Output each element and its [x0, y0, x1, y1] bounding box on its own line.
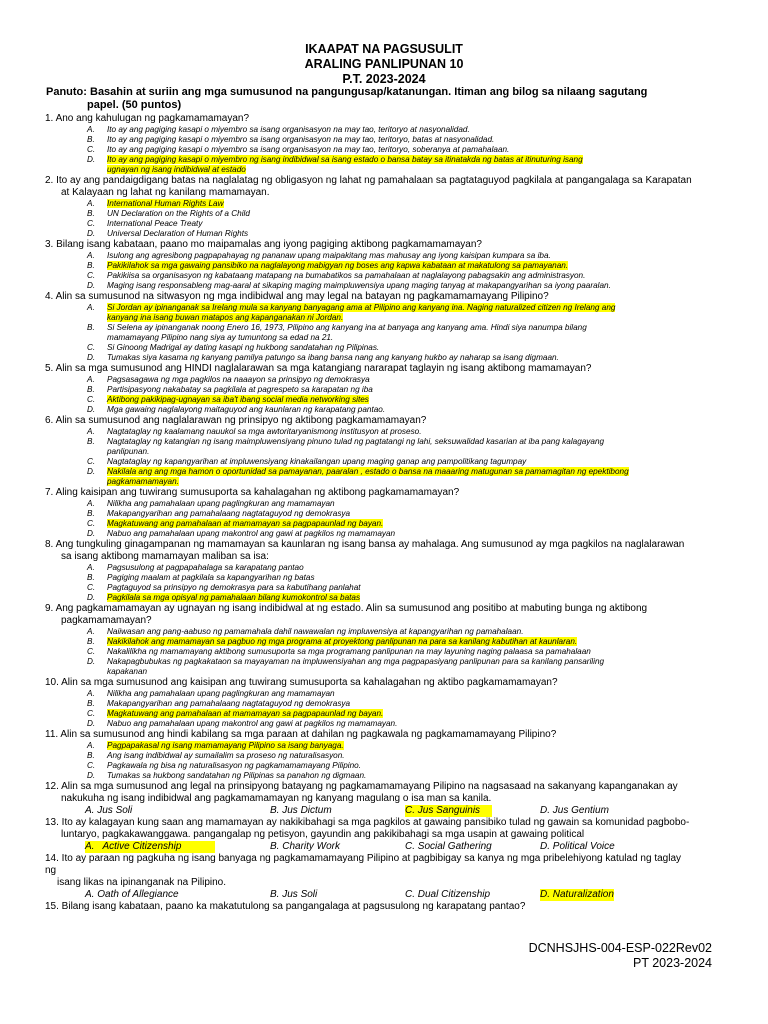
option-text: Partisipasyong nakabatay sa pagkilala at pagrespeto sa karapatan ng iba — [107, 385, 373, 394]
question-stem: 12. Alin sa mga sumusunod ang legal na prinsipyong batayang ng pagkamamamayang Pilipino na nagsasaad na sakanyang kapanganakan ay — [45, 781, 678, 792]
question-item — [45, 239, 715, 291]
option-text: Maging isang responsableng mag-aaral at sikaping maging maimpluwensiya upang maging tanyag at makapangyarihan sa iyong paaralan. — [107, 281, 611, 290]
question-stem-continued: sa isang aktibong mamamayan maliban sa isa: — [61, 551, 269, 562]
inline-options — [45, 841, 715, 853]
option-letter: C. — [87, 343, 96, 352]
option-text: Pakikiisa sa organisasyon ng kabataang matapang na bumabatikos sa pamahalaan at naglalayong pabagsakin ang administrasyon. — [107, 271, 586, 280]
question-stem: 15. Bilang isang kabataan, paano ka makatutulong sa pangangalaga at pagsusulong ng karapatang pantao? — [45, 901, 526, 912]
answer-options — [45, 303, 715, 363]
option-text: Nilikha ang pamahalaan upang paglingkuran ang mamamayan — [107, 499, 335, 508]
option-text: Nabuo ang pamahalaan upang makontrol ang gawi at pagkilos ng mamamayan. — [107, 719, 398, 728]
option-letter: C. — [87, 457, 96, 466]
option-letter: D. — [87, 281, 96, 290]
answer-option[interactable] — [45, 627, 715, 637]
answer-options — [45, 499, 715, 539]
option-text: Nagtataglay ng katangian ng isang maimpluwensiyang pinuno tulad ng pagtatangi ng lahi, seksuwalidad kasarian at iba pang kalagayang — [107, 437, 605, 446]
question-stem: 13. Ito ay kalagayan kung saan ang mamamayan ay nakikibahagi sa mga pagkilos at gawaing pansibiko tulad ng gawain sa komunidad pagbobo- — [45, 817, 690, 828]
question-item — [45, 781, 715, 817]
option-text-continued: mamamayang Pilipino nang siya ay tumuntong sa edad na 21. — [107, 333, 334, 342]
option-text: Makapangyarihan ang pamahalaang nagtataguyod ng demokrasya — [107, 509, 351, 518]
option-text: Mga gawaing naglalayong maitaguyod ang kaunlaran ng karapatang pantao. — [107, 405, 386, 414]
question-item — [45, 603, 715, 677]
instructions-line-1: Panuto: Basahin at suriin ang mga sumusunod na pangungusap/katanungan. Itiman ang bilog sa nilaang sagutang — [46, 86, 648, 98]
option-text: Pagpapakasal ng isang mamamayang Pilipino sa isang banyaga. — [107, 741, 344, 750]
option-text: Ito ay ang pagiging kasapi o miyembro sa isang organisasyon na may tao, teritoryo, batas at nasyonalidad. — [107, 135, 495, 144]
option-text: Tumakas siya kasama ng kanyang pamilya patungo sa ibang bansa nang ang kanyang hukbo ay naharap sa isang digmaan. — [107, 353, 559, 362]
option-letter: A. — [85, 841, 95, 852]
answer-options — [45, 427, 715, 487]
school-year: P.T. 2023-2024 — [342, 72, 426, 86]
footer-year: PT 2023-2024 — [633, 956, 712, 970]
option-b[interactable]: B. Charity Work — [270, 841, 341, 852]
question-item — [45, 175, 715, 239]
answer-option[interactable] — [45, 229, 715, 239]
answer-option[interactable] — [45, 145, 715, 155]
answer-option[interactable] — [45, 199, 715, 209]
answer-option[interactable] — [45, 573, 715, 583]
answer-option[interactable] — [45, 385, 715, 395]
option-letter: B. — [87, 209, 95, 218]
answer-option[interactable] — [45, 219, 715, 229]
option-text: Nakilala ang ang mga hamon o oportunidad sa pamayanan, paaralan , estado o bansa na maaaring matugunan sa pamamagitan ng epektibong — [107, 467, 629, 476]
option-text: Pakikilahok sa mga gawaing pansibiko na naglalayong mabigyan ng boses ang kapwa kabataan at makatulong sa pamayanan. — [107, 261, 569, 270]
option-letter: B. — [87, 135, 95, 144]
option-letter: D. — [87, 467, 96, 476]
question-item — [45, 487, 715, 539]
question-stem-continued: isang likas na ipinanganak na Pilipino. — [57, 877, 227, 888]
question-stem-continued: pagkamamamayan? — [61, 615, 152, 626]
answer-option[interactable] — [45, 303, 715, 323]
answer-option[interactable] — [45, 709, 715, 719]
option-text: Aktibong pakikipag-ugnayan sa iba't ibang social media networking sites — [107, 395, 369, 404]
answer-option[interactable] — [45, 135, 715, 145]
inline-options — [45, 805, 715, 817]
answer-option[interactable] — [45, 437, 715, 457]
option-letter: C. — [87, 709, 96, 718]
option-text: Magkatuwang ang pamahalaan at mamamayan sa pagpapaunlad ng bayan. — [107, 709, 384, 718]
option-letter: A. — [87, 689, 95, 698]
answer-option[interactable] — [45, 751, 715, 761]
option-text: Nilikha ang pamahalaan upang paglingkuran ang mamamayan — [107, 689, 335, 698]
answer-option[interactable] — [45, 529, 715, 539]
option-c[interactable]: C. Social Gathering — [405, 841, 492, 852]
option-text-continued: panlipunan. — [107, 447, 150, 456]
option-letter: B. — [87, 509, 95, 518]
option-text: Nagtataglay ng kaalamang nauukol sa mga awtoritaryanismong institusyon at proseso. — [107, 427, 422, 436]
option-text: Nakapagbubukas ng pagkakataon sa mayayaman na impluwensiyahan ang mga pagpapasiyang panlipunan para sa kanilang pansariling — [107, 657, 605, 666]
option-b[interactable]: B. Jus Soli — [270, 889, 318, 900]
option-text: Isulong ang agresibong pagpapahayag ng pananaw upang maipakitang mas mahusay ang iyong kaisipan kumpara sa iba. — [107, 251, 551, 260]
option-letter: A. — [87, 251, 95, 260]
question-item — [45, 817, 715, 853]
answer-option[interactable] — [45, 323, 715, 343]
answer-option[interactable] — [45, 427, 715, 437]
answer-option[interactable] — [45, 261, 715, 271]
option-letter: B. — [87, 323, 95, 332]
option-letter: D. — [87, 657, 96, 666]
question-item — [45, 113, 715, 175]
answer-option[interactable] — [45, 657, 715, 677]
question-stem: 1. Ano ang kahulugan ng pagkamamamayan? — [45, 113, 250, 124]
option-letter: D. — [87, 593, 96, 602]
answer-options — [45, 125, 715, 175]
answer-option[interactable] — [45, 155, 715, 175]
question-stem: 9. Ang pagkamamamayan ay ugnayan ng isang indibidwal at ng estado. Alin sa sumusunod ang positibo at mabuting bunga ng aktibong — [45, 603, 648, 614]
question-item — [45, 539, 715, 603]
option-text: Pagtaguyod sa prinsipyo ng demokrasya para sa kabutihang panlahat — [107, 583, 361, 592]
option-letter: C. — [87, 519, 96, 528]
option-text: UN Declaration on the Rights of a Child — [107, 209, 250, 218]
question-stem: 4. Alin sa sumusunod na sitwasyon ng mga indibidwal ang may legal na batayan ng pagkamamamayang Pilipino? — [45, 291, 549, 302]
option-text: International Peace Treaty — [107, 219, 203, 228]
option-text: Ito ay ang pagiging kasapi o miyembro sa isang organisasyon na may tao, teritoryo at nasyonalidad. — [107, 125, 470, 134]
option-text: Naiiwasan ang pang-aabuso ng pamamahala dahil nawawalan ng impluwensiya at kapangyarihan ng pamahalaan. — [107, 627, 524, 636]
question-item — [45, 901, 715, 913]
question-stem: 11. Alin sa sumusunod ang hindi kabilang sa mga paraan at dahilan ng pagkawala ng pagkamamamayang Pilipino? — [45, 729, 557, 740]
document-footer — [529, 941, 712, 971]
option-letter: A. — [87, 125, 95, 134]
option-a[interactable] — [85, 841, 215, 853]
answer-option[interactable] — [45, 509, 715, 519]
question-stem: 7. Aling kaisipan ang tuwirang sumusuporta sa kahalagahan ng aktibong pagkamamamayan? — [45, 487, 460, 498]
option-text: Ang isang indibidwal ay sumailalim sa proseso ng naturalisasyon. — [107, 751, 345, 760]
question-item — [45, 853, 715, 901]
answer-options — [45, 251, 715, 291]
option-letter: B. — [87, 751, 95, 760]
option-text: Si Selena ay ipinanganak noong Enero 16, 1973, Pilipino ang kanyang ina at banyaga ang kanyang ama. Hindi siya nanumpa bilang — [107, 323, 587, 332]
answer-options — [45, 689, 715, 729]
option-letter: B. — [87, 385, 95, 394]
question-stem-continued: at Kalayaan ng lahat ng kanilang mamamayan. — [61, 187, 270, 198]
option-text: Pagsusulong at pagpapahalaga sa karapatang pantao — [107, 563, 304, 572]
option-letter: C. — [87, 583, 96, 592]
option-text: Pagiging maalam at pagkilala sa kapangyarihan ng batas — [107, 573, 315, 582]
option-text: Pagkawala ng bisa ng naturalisasyon ng pagkamamamayang Pilipino. — [107, 761, 361, 770]
option-letter: D. — [87, 229, 96, 238]
option-letter: B. — [87, 699, 95, 708]
option-b[interactable]: B. Jus Dictum — [270, 805, 332, 816]
option-text: International Human Rights Law — [107, 199, 224, 208]
question-stem: 8. Ang tungkuling ginagampanan ng mamamayan sa kaunlaran ng isang bansa ay mahalaga. Ang sumusunod ay mga pagkilos na naglalarawan — [45, 539, 685, 550]
question-item — [45, 291, 715, 363]
answer-option[interactable] — [45, 689, 715, 699]
option-text: Magkatuwang ang pamahalaan at mamamayan sa pagpapaunlad ng bayan. — [107, 519, 384, 528]
option-text: Si Ginoong Madrigal ay dating kasapi ng hukbong sandatahan ng Pilipinas. — [107, 343, 380, 352]
answer-option[interactable] — [45, 741, 715, 751]
option-letter: A. — [87, 375, 95, 384]
answer-option[interactable] — [45, 761, 715, 771]
option-d[interactable]: D. Naturalization — [540, 889, 614, 900]
option-text-continued-highlight: ugnayan ng isang indibidwal at estado — [107, 165, 246, 174]
option-letter: D. — [87, 353, 96, 362]
option-d[interactable]: D. Jus Gentium — [540, 805, 609, 816]
answer-option[interactable] — [45, 281, 715, 291]
option-text: Universal Declaration of Human Rights — [107, 229, 249, 238]
option-text: Nakikilahok ang mamamayan sa pagbuo ng mga programa at proyektong panlipunan na para sa kanilang kabutihan at kaunlaran. — [107, 637, 578, 646]
instructions — [46, 86, 686, 112]
option-letter: B. — [87, 637, 95, 646]
answer-option[interactable] — [45, 209, 715, 219]
option-letter: A. — [87, 199, 95, 208]
answer-option[interactable] — [45, 467, 715, 487]
answer-options — [45, 627, 715, 677]
question-stem: 10. Alin sa mga sumusunod ang kaisipan ang tuwirang sumusuporta sa kahalagahan ng aktibo pagkamamamayan? — [45, 677, 558, 688]
option-text-continued-highlight: kanyang ina isang buwan matapos ang kapanganakan ni Jordan. — [107, 313, 344, 322]
option-letter: C. — [87, 395, 96, 404]
question-stem: 3. Bilang isang kabataan, paano mo maipamalas ang iyong pagiging aktibong pagkamamamayan? — [45, 239, 482, 250]
option-letter: A. — [87, 303, 95, 312]
option-text: Active Citizenship — [102, 841, 182, 852]
option-a[interactable]: A. Oath of Allegiance — [85, 889, 179, 900]
option-text: Tumakas sa hukbong sandatahan ng Pilipinas sa panahon ng digmaan. — [107, 771, 367, 780]
option-text: Si Jordan ay ipinanganak sa Irelang mula sa kanyang banyagang ama at Pilipino ang kanyang ina. Naging naturalized citizen ng Irelang ang — [107, 303, 616, 312]
exam-header — [0, 42, 768, 87]
subject-title: ARALING PANLIPUNAN 10 — [304, 57, 464, 71]
question-item — [45, 729, 715, 781]
inline-options — [45, 889, 715, 901]
question-stem-continued: ng — [45, 865, 57, 876]
answer-option[interactable] — [45, 405, 715, 415]
option-text: Pagkilala sa mga opisyal ng pamahalaan bilang kumokontrol sa batas — [107, 593, 361, 602]
answer-options — [45, 741, 715, 781]
answer-option[interactable] — [45, 637, 715, 647]
option-text: Nagtataglay ng kapangyarihan at impluwensiyang kinakailangan upang maging ganap ang pampolitikang tagumpay — [107, 457, 527, 466]
document-code: DCNHSJHS-004-ESP-022Rev02 — [528, 941, 712, 955]
option-letter: B. — [87, 437, 95, 446]
option-text-continued — [107, 313, 715, 323]
question-stem-continued: nakukuha ng isang indibidwal ang pagkamamamayan ng kanyang magulang o isa man sa kanila. — [61, 793, 492, 804]
answer-option[interactable] — [45, 343, 715, 353]
option-text: Nakalilikha ng mamamayang aktibong sumusuporta sa mga programang panlipunan na may layuning naging palaasa sa pamahalaan — [107, 647, 591, 656]
answer-option[interactable] — [45, 251, 715, 261]
answer-option[interactable] — [45, 593, 715, 603]
question-stem: 14. Ito ay paraan ng pagkuha ng isang banyaga ng pagkamamamayang Pilipino at pagbibigay sa kanya ng mga pribelehiyong katulad ng taglay — [45, 853, 682, 864]
option-d[interactable]: D. Political Voice — [540, 841, 615, 852]
option-text: Ito ay ang pagiging kasapi o miyembro sa isang organisasyon na may tao, teritoryo, soberanya at pamahalaan. — [107, 145, 510, 154]
option-text-continued — [107, 165, 715, 175]
option-text-continued-highlight: pagkamamamayan. — [107, 477, 179, 486]
question-item — [45, 363, 715, 415]
option-letter: C. — [87, 647, 96, 656]
answer-option[interactable] — [45, 583, 715, 593]
option-text-continued — [107, 477, 715, 487]
option-letter: B. — [87, 573, 95, 582]
option-text: Ito ay ang pagiging kasapi o miyembro ng isang indibidwal sa isang estado o bansa batay sa itinatakda ng batas at itinuturing isang — [107, 155, 583, 164]
question-item — [45, 415, 715, 487]
question-stem: 6. Alin sa sumusunod ang naglalarawan ng prinsipyo ng aktibong pagkamamamayan? — [45, 415, 427, 426]
option-letter: B. — [87, 261, 95, 270]
answer-option[interactable] — [45, 499, 715, 509]
option-text: Makapangyarihan ang pamahalaang nagtataguyod ng demokrasya — [107, 699, 351, 708]
option-c[interactable]: C. Dual Citizenship — [405, 889, 491, 900]
option-letter: C. — [87, 145, 96, 154]
option-letter: D. — [87, 529, 96, 538]
answer-option[interactable] — [45, 771, 715, 781]
answer-option[interactable] — [45, 647, 715, 657]
option-letter: D. — [87, 771, 96, 780]
option-letter: A. — [87, 563, 95, 572]
exam-title: IKAAPAT NA PAGSUSULIT — [305, 42, 463, 56]
answer-option[interactable] — [45, 563, 715, 573]
option-letter: A. — [87, 627, 95, 636]
option-text-continued: kapakanan — [107, 667, 148, 676]
option-letter: A. — [87, 499, 95, 508]
answer-options — [45, 375, 715, 415]
answer-option[interactable] — [45, 353, 715, 363]
option-c[interactable]: C. Jus Sanguinis — [405, 805, 492, 817]
option-letter: A. — [87, 741, 95, 750]
option-text: Pagsasagawa ng mga pagkilos na naaayon sa prinsipyo ng demokrasya — [107, 375, 370, 384]
answer-option[interactable] — [45, 519, 715, 529]
option-letter: A. — [87, 427, 95, 436]
answer-option[interactable] — [45, 395, 715, 405]
questions-list — [45, 113, 715, 913]
option-a[interactable]: A. Jus Soli — [85, 805, 133, 816]
option-letter: C. — [87, 761, 96, 770]
answer-options — [45, 563, 715, 603]
answer-options — [45, 199, 715, 239]
answer-option[interactable] — [45, 125, 715, 135]
instructions-line-2: papel. (50 puntos) — [87, 99, 182, 111]
question-stem: 5. Alin sa mga sumusunod ang HINDI naglalarawan sa mga katangiang nararapat taglayin ng isang aktibong mamamayan? — [45, 363, 592, 374]
option-text: Nabuo ang pamahalaan upang makontrol ang gawi at pagkilos ng mamamayan — [107, 529, 396, 538]
answer-option[interactable] — [45, 457, 715, 467]
answer-option[interactable] — [45, 699, 715, 709]
answer-option[interactable] — [45, 271, 715, 281]
option-letter: C. — [87, 219, 96, 228]
answer-option[interactable] — [45, 719, 715, 729]
question-item — [45, 677, 715, 729]
answer-option[interactable] — [45, 375, 715, 385]
option-letter: D. — [87, 405, 96, 414]
question-stem: 2. Ito ay ang pandaigdigang batas na naglalatag ng obligasyon ng lahat ng pamahalaan sa pagtataguyod pagkilala at pangangalaga sa Karapatan — [45, 175, 692, 186]
question-stem-continued: luntaryo, pagkakawanggawa. pangangalap ng petisyon, gayundin ang pakikibahagi sa mga usapin at gawaing political — [61, 829, 585, 840]
option-letter: D. — [87, 155, 96, 164]
option-letter: D. — [87, 719, 96, 728]
option-letter: C. — [87, 271, 96, 280]
